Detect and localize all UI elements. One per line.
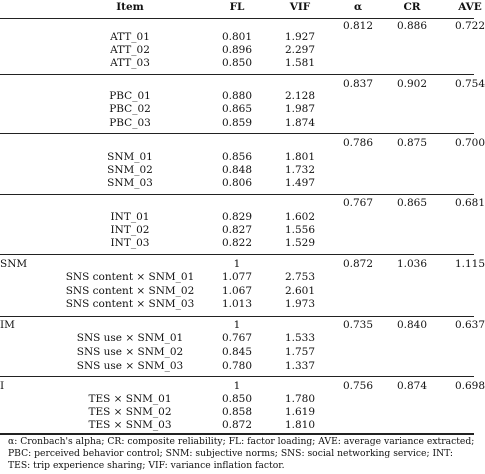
table-divider xyxy=(0,194,474,195)
vif-value: 1.497 xyxy=(284,177,316,189)
fl-value: 0.829 xyxy=(221,211,253,223)
vif-value: 1.801 xyxy=(284,151,316,163)
fl-value: 0.850 xyxy=(221,393,253,405)
vif-value: 1.874 xyxy=(284,117,316,129)
vif-value: 2.601 xyxy=(284,285,316,297)
fl-value: 0.856 xyxy=(221,151,253,163)
item-name: SNS content × SNM_03 xyxy=(65,298,195,310)
vif-value: 1.927 xyxy=(284,31,316,43)
fl-value: 1.077 xyxy=(221,271,253,283)
ave-value: 0.722 xyxy=(454,20,485,32)
vif-value: 1.556 xyxy=(284,224,316,236)
header-item: Item xyxy=(116,1,144,13)
item-name: TES × SNM_02 xyxy=(88,406,172,418)
fl-value: 0.827 xyxy=(221,224,253,236)
vif-value: 1.602 xyxy=(284,211,316,223)
vif-value: 1.810 xyxy=(284,419,316,431)
table-divider xyxy=(0,376,474,377)
alpha-value: 0.756 xyxy=(342,380,374,392)
item-name: INT_03 xyxy=(110,237,150,249)
vif-value: 1.732 xyxy=(284,164,316,176)
vif-value: 2.128 xyxy=(284,90,316,102)
ave-value: 0.698 xyxy=(454,380,485,392)
vif-value: 1.337 xyxy=(284,360,316,372)
cr-value: 0.874 xyxy=(396,380,428,392)
fl-value: 0.858 xyxy=(221,406,253,418)
fl-value: 0.865 xyxy=(221,103,253,115)
item-name: INT_02 xyxy=(110,224,150,236)
header-alpha: α xyxy=(353,1,363,13)
table-divider xyxy=(0,74,474,75)
cr-value: 0.840 xyxy=(396,319,428,331)
header-vif: VIF xyxy=(289,1,311,13)
table-note: α: Cronbach's alpha; CR: composite reliability; FL: factor loading; AVE: average variance extracted; xyxy=(8,436,475,447)
fl-value: 0.780 xyxy=(221,360,253,372)
item-name: INT_01 xyxy=(110,211,150,223)
item-name: SNS content × SNM_01 xyxy=(65,271,195,283)
fl-value: 0.896 xyxy=(221,44,253,56)
fl-value: 0.850 xyxy=(221,57,253,69)
header-cr: CR xyxy=(403,1,421,13)
cr-value: 0.886 xyxy=(396,20,428,32)
fl-value: 0.767 xyxy=(221,332,253,344)
ave-value: 1.115 xyxy=(454,258,485,270)
fl-value: 0.872 xyxy=(221,419,253,431)
item-name: SNS use × SNM_01 xyxy=(76,332,184,344)
vif-value: 1.757 xyxy=(284,346,316,358)
item-name: PBC_02 xyxy=(109,103,151,115)
ave-value: 0.637 xyxy=(454,319,485,331)
table-divider xyxy=(0,133,474,134)
table-bottom-rule xyxy=(0,433,474,435)
fl-value: 0.845 xyxy=(221,346,253,358)
table-note: PBC: perceived behavior control; SNM: subjective norms; SNS: social networking service; INT: xyxy=(8,448,454,459)
item-name: ATT_03 xyxy=(110,57,150,69)
vif-value: 2.297 xyxy=(284,44,316,56)
alpha-value: 0.786 xyxy=(342,137,374,149)
cr-value: 0.902 xyxy=(396,78,428,90)
vif-value: 1.619 xyxy=(284,406,316,418)
alpha-value: 0.767 xyxy=(342,197,374,209)
ave-value: 0.754 xyxy=(454,78,485,90)
fl-value: 1.013 xyxy=(221,298,253,310)
vif-value: 1.581 xyxy=(284,57,316,69)
fl-value: 0.859 xyxy=(221,117,253,129)
construct-label: I xyxy=(0,380,5,392)
fl-value: 0.822 xyxy=(221,237,253,249)
cr-value: 1.036 xyxy=(396,258,428,270)
vif-value: 1.533 xyxy=(284,332,316,344)
alpha-value: 0.812 xyxy=(342,20,374,32)
table-divider xyxy=(0,254,474,255)
table-divider xyxy=(0,316,474,317)
fl-value: 0.880 xyxy=(221,90,253,102)
item-name: SNM_01 xyxy=(107,151,153,163)
vif-value: 2.753 xyxy=(284,271,316,283)
header-ave: AVE xyxy=(458,1,482,13)
vif-value: 1.529 xyxy=(284,237,316,249)
item-name: SNS content × SNM_02 xyxy=(65,285,195,297)
ave-value: 0.681 xyxy=(454,197,485,209)
alpha-value: 0.837 xyxy=(342,78,374,90)
item-name: ATT_02 xyxy=(110,44,150,56)
fl-value: 1 xyxy=(233,258,241,270)
vif-value: 1.987 xyxy=(284,103,316,115)
fl-value: 0.848 xyxy=(221,164,253,176)
item-name: PBC_01 xyxy=(109,90,151,102)
cr-value: 0.865 xyxy=(396,197,428,209)
header-fl: FL xyxy=(229,1,245,13)
ave-value: 0.700 xyxy=(454,137,485,149)
fl-value: 1 xyxy=(233,319,241,331)
item-name: PBC_03 xyxy=(109,117,151,129)
item-name: ATT_01 xyxy=(110,31,150,43)
item-name: SNM_03 xyxy=(107,177,153,189)
item-name: SNS use × SNM_03 xyxy=(76,360,184,372)
construct-label: IM xyxy=(0,319,15,331)
item-name: SNS use × SNM_02 xyxy=(76,346,184,358)
item-name: TES × SNM_03 xyxy=(88,419,172,431)
construct-label: SNM xyxy=(0,258,28,270)
fl-value: 1.067 xyxy=(221,285,253,297)
fl-value: 1 xyxy=(233,380,241,392)
table-divider xyxy=(0,18,474,19)
alpha-value: 0.872 xyxy=(342,258,374,270)
alpha-value: 0.735 xyxy=(342,319,374,331)
item-name: TES × SNM_01 xyxy=(88,393,172,405)
vif-value: 1.973 xyxy=(284,298,316,310)
fl-value: 0.801 xyxy=(221,31,253,43)
vif-value: 1.780 xyxy=(284,393,316,405)
cr-value: 0.875 xyxy=(396,137,428,149)
table-note: TES: trip experience sharing; VIF: variance inflation factor. xyxy=(8,460,285,471)
item-name: SNM_02 xyxy=(107,164,153,176)
fl-value: 0.806 xyxy=(221,177,253,189)
